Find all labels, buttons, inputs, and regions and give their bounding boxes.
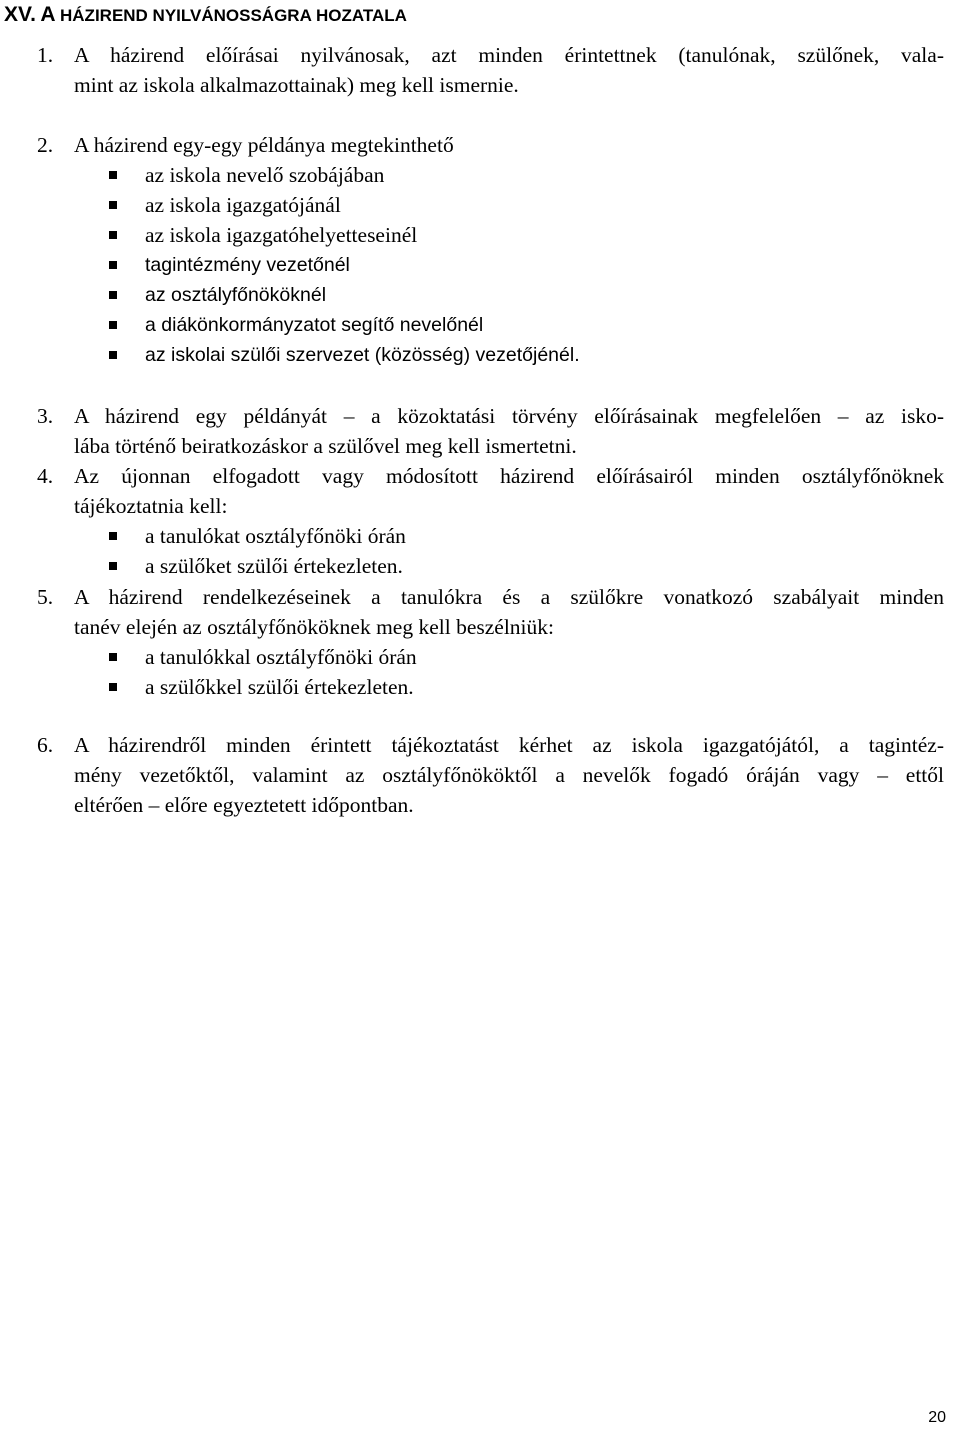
list-item-text: az iskolai szülői szervezet (közösség) vezetőjénél.	[145, 344, 580, 366]
list-item	[107, 160, 580, 190]
list-item	[107, 642, 417, 672]
item-text	[74, 582, 944, 642]
list-item	[107, 280, 580, 310]
list-item-text: a tanulókkal osztályfőnöki órán	[145, 645, 417, 669]
bullet-square-icon	[109, 532, 117, 540]
item-number: 4.	[37, 464, 54, 488]
list-item	[107, 220, 580, 250]
item-number: 5.	[37, 585, 54, 609]
text-line: mény vezetőktől, valamint az osztályfőnököktől a nevelők fogadó óráján vagy – ettől	[74, 763, 944, 787]
list-item-text: tagintézmény vezetőnél	[145, 254, 350, 276]
bullet-square-icon	[109, 231, 117, 239]
text-line: A házirend előírásai nyilvánosak, azt minden érintettnek (tanulónak, szülőnek, vala-	[74, 43, 944, 67]
list-item-text: a tanulókat osztályfőnöki órán	[145, 524, 406, 548]
bullet-square-icon	[109, 321, 117, 329]
list-item	[107, 521, 406, 551]
section-number: XV.	[4, 3, 36, 26]
text-line: lába történő beiratkozáskor a szülővel meg kell ismertetni.	[74, 434, 577, 458]
list-item	[107, 250, 580, 280]
section-title: HÁZIREND NYILVÁNOSSÁGRA HOZATALA	[60, 6, 407, 25]
text-line: eltérően – előre egyeztetett időpontban.	[74, 793, 414, 817]
list-item-text: az iskola igazgatójánál	[145, 193, 341, 217]
item-text	[74, 130, 944, 160]
text-line: tájékoztatnia kell:	[74, 494, 228, 518]
item-number: 3.	[37, 404, 54, 428]
list-item-text: az osztályfőnököknél	[145, 284, 327, 306]
bullet-list	[107, 642, 417, 702]
item-number: 6.	[37, 733, 54, 757]
list-item-text: a szülőket szülői értekezleten.	[145, 554, 403, 578]
text-line: mint az iskola alkalmazottainak) meg kell ismernie.	[74, 73, 519, 97]
bullet-square-icon	[109, 683, 117, 691]
list-item	[107, 310, 580, 340]
text-line: A házirendről minden érintett tájékoztatást kérhet az iskola igazgatójától, a tagintéz-	[74, 733, 944, 757]
list-item-text: a diákönkormányzatot segítő nevelőnél	[145, 314, 484, 336]
item-text	[74, 461, 944, 521]
list-item-text: a szülőkkel szülői értekezleten.	[145, 675, 414, 699]
list-item-text: az iskola igazgatóhelyetteseinél	[145, 223, 418, 247]
bullet-square-icon	[109, 562, 117, 570]
item-text	[74, 40, 944, 100]
page-number: 20	[928, 1409, 946, 1426]
text-line: tanév elején az osztályfőnököknek meg kell beszélniük:	[74, 615, 554, 639]
list-item-text: az iskola nevelő szobájában	[145, 163, 385, 187]
item-text	[74, 401, 944, 461]
list-item	[107, 672, 417, 702]
bullet-list	[107, 160, 580, 370]
bullet-square-icon	[109, 201, 117, 209]
list-item	[107, 190, 580, 220]
bullet-square-icon	[109, 291, 117, 299]
section-heading	[4, 3, 407, 27]
item-number: 1.	[37, 43, 54, 67]
bullet-square-icon	[109, 653, 117, 661]
bullet-square-icon	[109, 171, 117, 179]
text-line: A házirend egy példányát – a közoktatási törvény előírásainak megfelelően – az isko-	[74, 404, 944, 428]
item-text	[74, 730, 944, 820]
text-line: A házirend egy-egy példánya megtekinthető	[74, 133, 454, 157]
item-number: 2.	[37, 133, 54, 157]
text-line: Az újonnan elfogadott vagy módosított házirend előírásairól minden osztályfőnöknek	[74, 464, 944, 488]
text-line: A házirend rendelkezéseinek a tanulókra és a szülőkre vonatkozó szabályait minden	[74, 585, 944, 609]
list-item	[107, 340, 580, 370]
section-title-initial: A	[40, 3, 56, 26]
bullet-square-icon	[109, 351, 117, 359]
bullet-square-icon	[109, 261, 117, 269]
list-item	[107, 551, 406, 581]
bullet-list	[107, 521, 406, 581]
